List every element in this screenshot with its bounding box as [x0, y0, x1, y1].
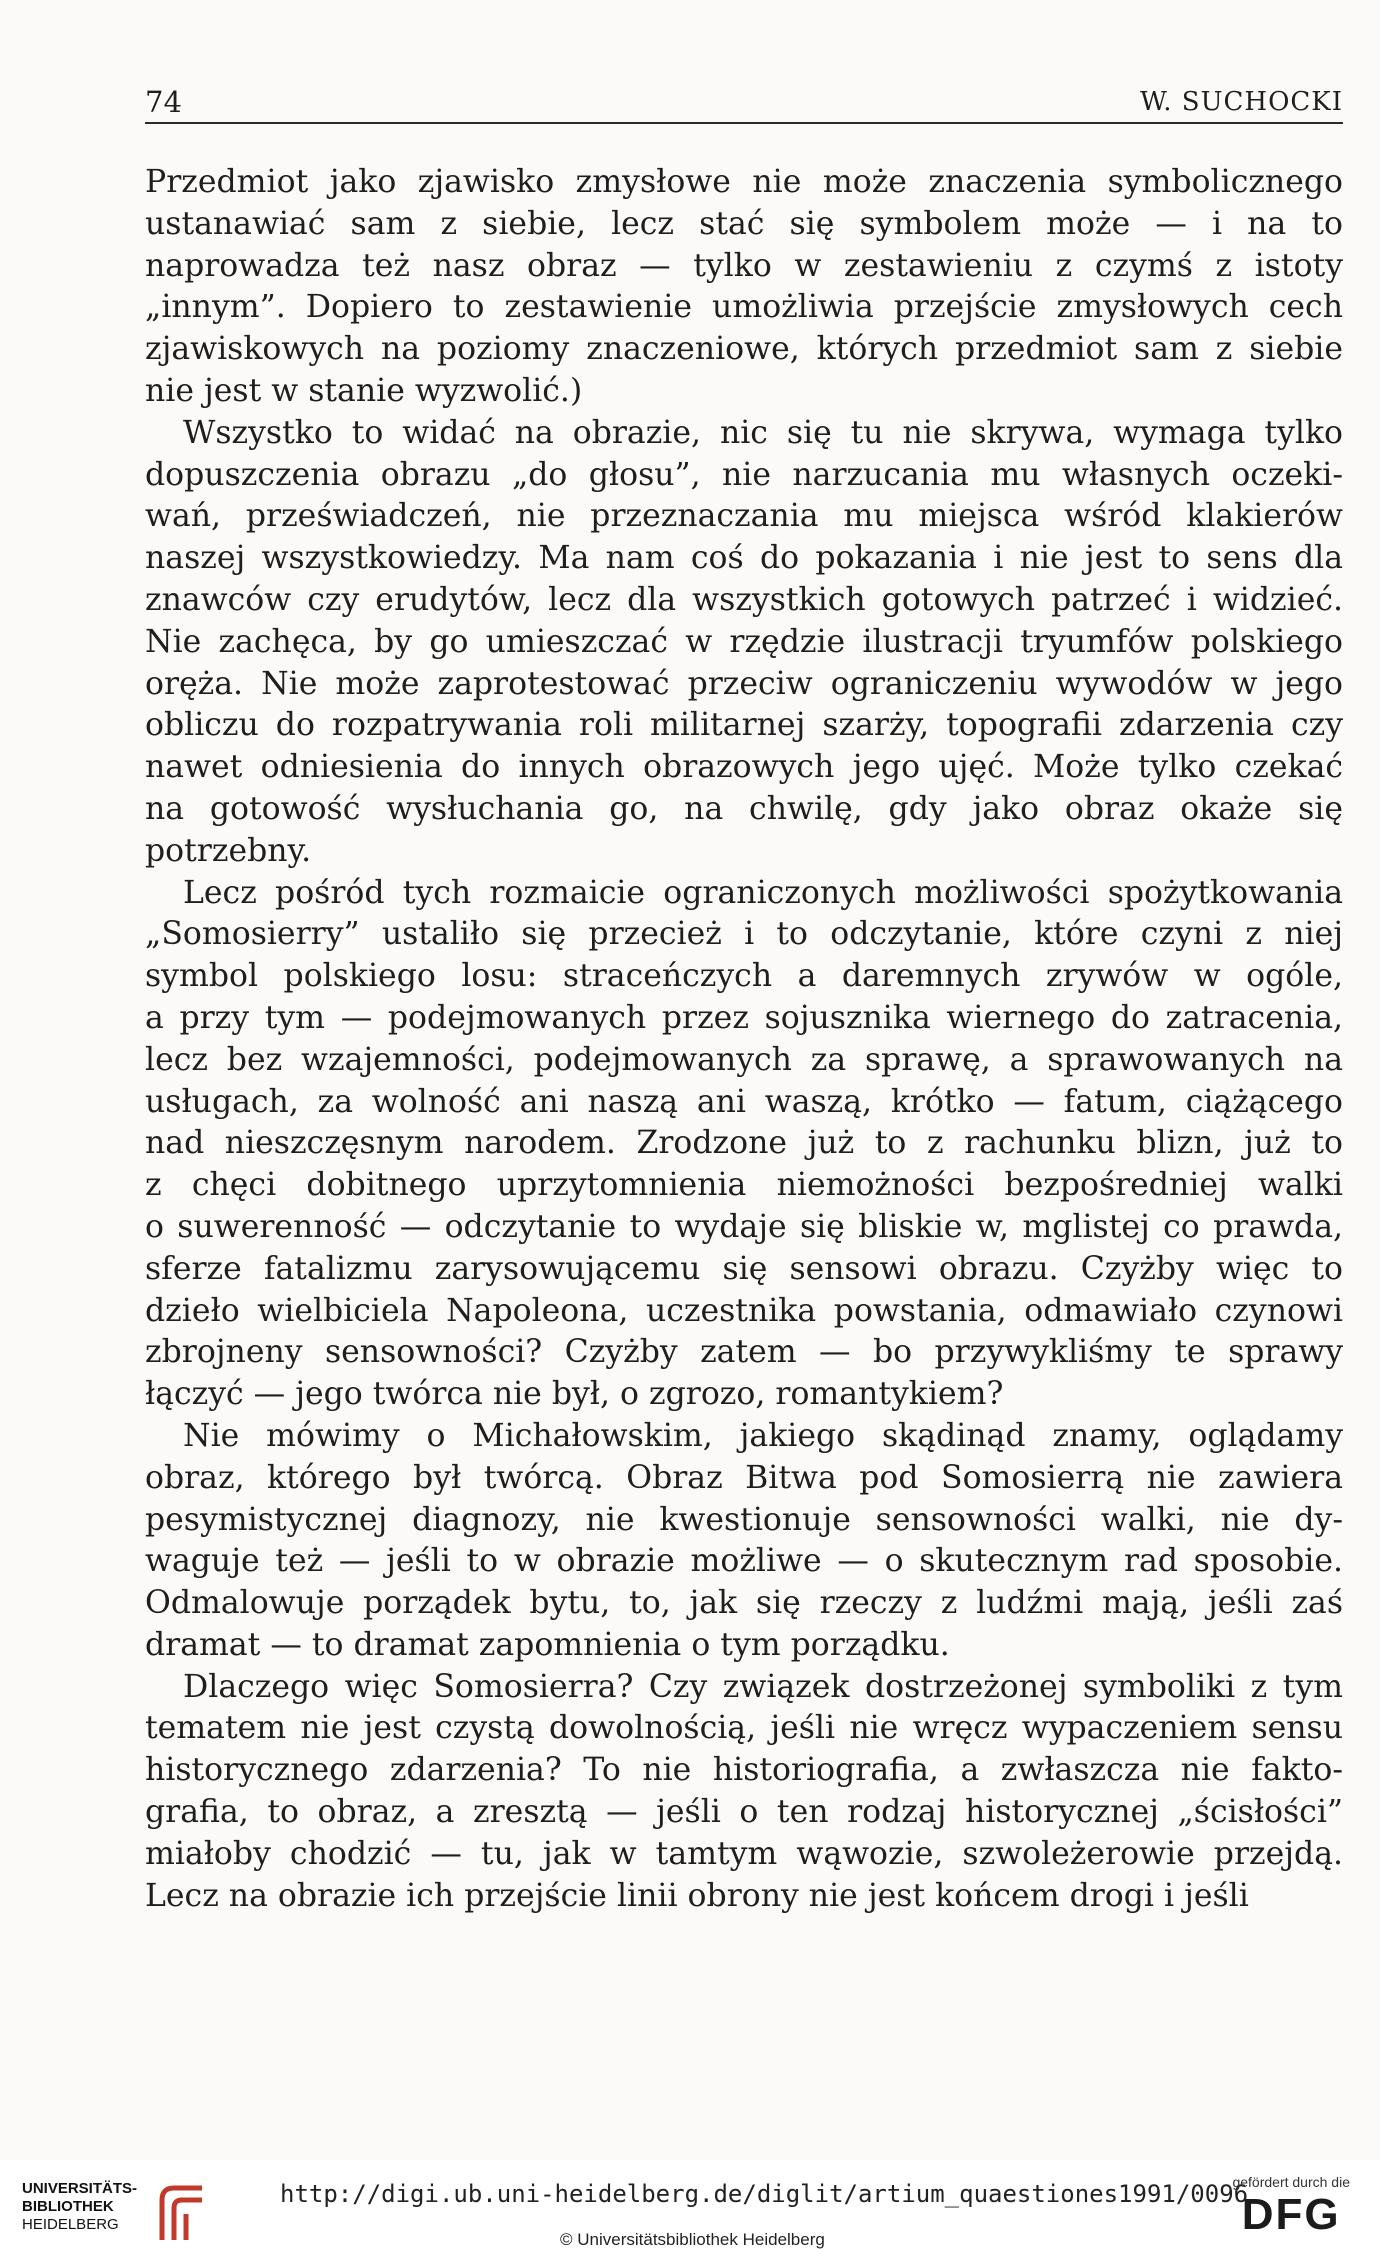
running-head: W. SUCHOCKI [1140, 87, 1343, 117]
text-line: symbol polskiego losu: straceńczych a daremnych zrywów w ogóle, [145, 958, 1343, 995]
text-line: a przy tym — podejmowanych przez sojusznika wiernego do zatracenia, [145, 999, 1343, 1036]
text-line: wań, przeświadczeń, nie przeznaczania mu miejsca wśród klakierów [145, 498, 1343, 535]
text-line: waguje też — jeśli to w obrazie możliwe — o skutecznym rad sposobie. [145, 1543, 1343, 1580]
text-line: pesymistycznej diagnozy, nie kwestionuje sensowności walki, nie dy- [145, 1501, 1343, 1538]
text-line: nad nieszczęsnym narodem. Zrodzone już to z rachunku blizn, już to [145, 1125, 1343, 1162]
source-url-link[interactable]: http://digi.ub.uni-heidelberg.de/diglit/artium_quaestiones1991/0096 [280, 2180, 1249, 2208]
text-line: „innym”. Dopiero to zestawienie umożliwia przejście zmysłowych cech [145, 289, 1343, 326]
page-number: 74 [145, 85, 182, 119]
library-name-line1: UNIVERSITÄTS- [22, 2180, 138, 2197]
paragraph [145, 162, 1343, 413]
paragraph [145, 873, 1343, 1416]
text-line: dzieło wielbiciela Napoleona, uczestnika powstania, odmawiało czynowi [145, 1292, 1343, 1329]
funded-label: gefördert durch die [1232, 2174, 1350, 2190]
text-line: zjawiskowych na poziomy znaczeniowe, których przedmiot sam z siebie [145, 331, 1343, 368]
text-line: miałoby chodzić — tu, jak w tamtym wąwozie, szwoleżerowie przejdą. [145, 1835, 1343, 1872]
text-line: o suwerenność — odczytanie to wydaje się bliskie w, mglistej co prawda, [145, 1208, 1343, 1245]
text-line: z chęci dobitnego uprzytomnienia niemożności bezpośredniej walki [145, 1167, 1343, 1204]
body-text [145, 162, 1343, 1917]
text-line: sferze fatalizmu zarysowującemu się sensowi obrazu. Czyżby więc to [145, 1250, 1343, 1287]
text-line: Odmalowuje porządek bytu, to, jak się rzeczy z ludźmi mają, jeśli zaś [145, 1585, 1343, 1622]
text-line: obraz, którego był twórcą. Obraz Bitwa pod Somosierrą nie zawiera [145, 1459, 1343, 1496]
text-line: obliczu do rozpatrywania roli militarnej szarży, topografii zdarzenia czy [145, 707, 1343, 744]
text-line: nawet odniesienia do innych obrazowych jego ujęć. Może tylko czekać [145, 749, 1343, 786]
copyright-text: © Universitätsbibliothek Heidelberg [560, 2230, 825, 2249]
text-line: znawców czy erudytów, lecz dla wszystkich gotowych patrzeć i widzieć. [145, 581, 1343, 618]
text-line: łączyć — jego twórca nie był, o zgrozo, romantykiem? [145, 1376, 1004, 1413]
text-line: Wszystko to widać na obrazie, nic się tu nie skrywa, wymaga tylko [183, 414, 1343, 451]
text-line: ustanawiać sam z siebie, lecz stać się symbolem może — i na to [145, 205, 1343, 242]
page-header [145, 82, 1343, 124]
text-line: Nie mówimy o Michałowskim, jakiego skądinąd znamy, oglądamy [183, 1417, 1343, 1454]
text-line: naszej wszystkowiedzy. Ma nam coś do pokazania i nie jest to sens dla [145, 540, 1343, 577]
text-line: zbrojneny sensowności? Czyżby zatem — bo przywykliśmy te sprawy [145, 1334, 1343, 1371]
text-line: lecz bez wzajemności, podejmowanych za sprawę, a sprawowanych na [145, 1041, 1343, 1078]
text-line: na gotowość wysłuchania go, na chwilę, gdy jako obraz okaże się [145, 790, 1343, 827]
paragraph [145, 1416, 1343, 1667]
paragraph [145, 1667, 1343, 1918]
text-line: Nie zachęca, by go umieszczać w rzędzie ilustracji tryumfów polskiego [145, 623, 1343, 660]
text-line: usługach, za wolność ani naszą ani waszą, krótko — fatum, ciążącego [145, 1083, 1343, 1120]
library-logo [22, 2180, 172, 2250]
text-line: „Somosierry” ustaliło się przecież i to odczytanie, które czyni z niej [145, 916, 1343, 953]
text-line: Przedmiot jako zjawisko zmysłowe nie może znaczenia symbolicznego [145, 164, 1343, 200]
dfg-logo: DFG [1241, 2190, 1341, 2239]
text-line: Lecz na obrazie ich przejście linii obrony nie jest końcem drogi i jeśli [145, 1877, 1249, 1914]
paragraph [145, 413, 1343, 873]
text-line: nie jest w stanie wyzwolić.) [145, 372, 583, 409]
text-line: tematem nie jest czystą dowolnością, jeśli nie wręcz wypaczeniem sensu [145, 1710, 1343, 1747]
library-emblem-icon [152, 2180, 212, 2250]
text-line: oręża. Nie może zaprotestować przeciw ograniczeniu wywodów w jego [145, 665, 1343, 702]
text-line: dramat — to dramat zapomnienia o tym porządku. [145, 1626, 950, 1663]
text-line: historycznego zdarzenia? To nie historiografia, a zwłaszcza nie fakto- [145, 1752, 1343, 1789]
text-line: naprowadza też nasz obraz — tylko w zestawieniu z czymś z istoty [145, 247, 1343, 284]
text-line: grafia, to obraz, a zresztą — jeśli o ten rodzaj historycznej „ścisłości” [145, 1794, 1343, 1831]
library-name-line2: BIBLIOTHEK [22, 2198, 114, 2215]
text-line: Dlaczego więc Somosierra? Czy związek dostrzeżonej symboliki z tym [183, 1668, 1343, 1705]
library-name-line3: HEIDELBERG [22, 2216, 119, 2233]
text-line: Lecz pośród tych rozmaicie ograniczonych możliwości spożytkowania [183, 874, 1343, 911]
footer [0, 2160, 1380, 2260]
funder-block [1232, 2174, 1350, 2240]
text-line: potrzebny. [145, 832, 312, 869]
text-line: dopuszczenia obrazu „do głosu”, nie narzucania mu własnych oczeki- [145, 456, 1343, 493]
